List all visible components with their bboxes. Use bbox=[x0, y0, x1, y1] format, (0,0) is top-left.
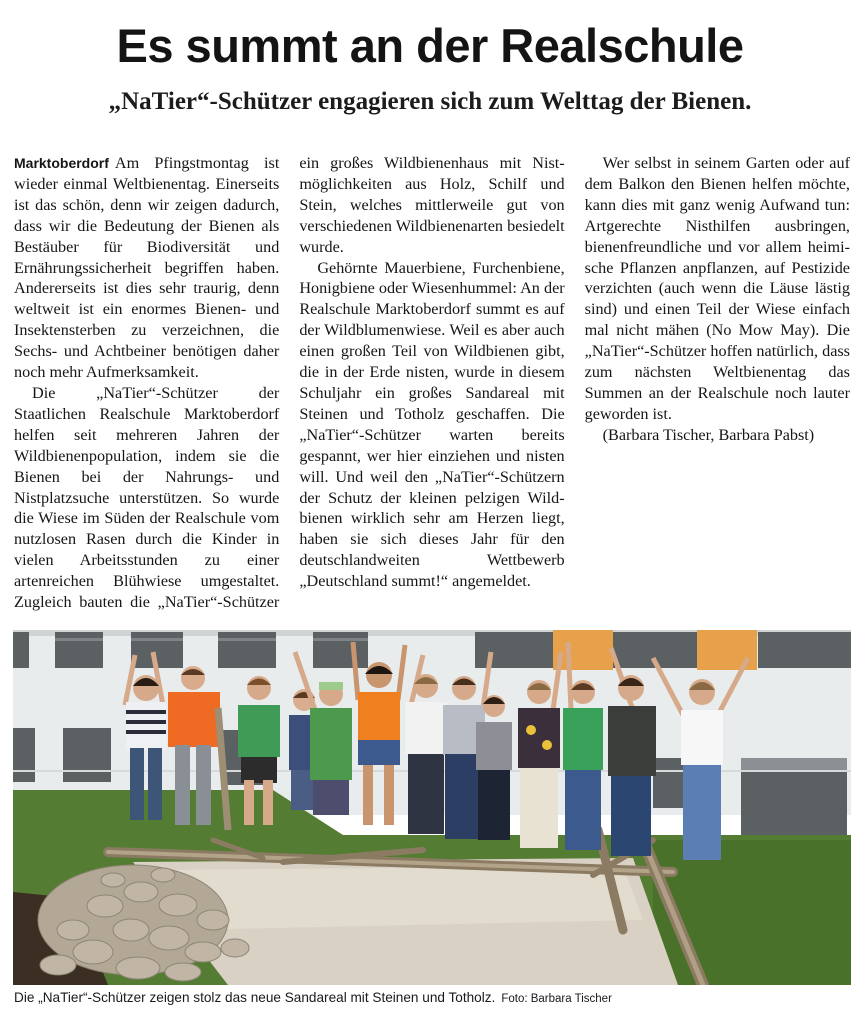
photo-caption bbox=[14, 990, 850, 1005]
author-line: (Barbara Tischer, Barbara Pabst) bbox=[602, 425, 815, 444]
article-paragraph: Gehörnte Mauerbiene, Furchenbiene, Honigbiene oder Wiesenhummel: An der Realschule Marktoberdorf summt es auf der Wildblumenwiese. Weil es aber auch einen großen Teil von Wildbienen gibt, die in der Erde nisten, wurde in diesem Schuljahr ein großes Sandareal mit Steinen und Totholz geschaffen. Die „NaTier“-Schützer warten bereits gespannt, wer hier einziehen und nisten will. Und weil den „NaTier“-Schützern der Schutz der kleinen pelzigen Wildbienen wirklich sehr am Herzen liegt, haben sie sich dieses Jahr für den deutschlandweiten Wettbewerb „Deutschland summt!“ angemeldet. bbox=[299, 258, 565, 591]
subheadline: „NaTier“-Schützer engagieren sich zum Welttag der Bienen. bbox=[108, 88, 752, 115]
article-paragraph: Marktoberdorf Am Pfingstmontag ist wieder einmal Weltbienentag. Einerseits ist das schön, denn wir zeigen dadurch, dass wir die Bedeutung der Bienen als Bestäuber für Biodiversität und Ernährungssicherheit begriffen haben. Andererseits ist dies sehr traurig, denn weltweit ist ein enormes Bienen- und Insektensterben zu verzeichnen, die Sechs- und Achtbeiner benötigen daher noch mehr Aufmerksamkeit. bbox=[14, 154, 280, 382]
article-body bbox=[14, 153, 850, 613]
caption-text: Die „NaTier“-Schützer zeigen stolz das neue Sandareal mit Steinen und Totholz. bbox=[14, 990, 496, 1005]
article-photo bbox=[13, 630, 851, 985]
photo-credit: Foto: Barbara Tischer bbox=[501, 993, 612, 1005]
dateline: Marktoberdorf bbox=[14, 155, 109, 171]
article-paragraph: Die „NaTier“-Schützer der Staatlichen Realschule Marktoberdorf helfen seit mehreren Jahren der Wildbienenpopulation, indem sie die Bienen bei der Nahrungs- und Nistplatzsuche unterstützen. So wurde die Wiese im Süden der Realschule vom nutzlosen Rasen durch die Kinder in vielen Arbeitsstunden zu einer artenreichen Blühwiese umgestaltet. Zugleich bauten die „NaTier“-Schützer ein großes Wildbienenhaus mit Nistmöglichkeiten aus Holz, Schilf und Stein, welches mittlerweile gut von verschiedenen Wildbienenarten besiedelt wurde. bbox=[14, 154, 565, 612]
photo-illustration bbox=[13, 630, 851, 985]
headline: Es summt an der Realschule bbox=[116, 19, 744, 72]
orange-facade-panel bbox=[553, 630, 613, 670]
article-paragraph: Wer selbst in seinem Garten oder auf dem Balkon den Bienen helfen möchte, kann dies mit ganz wenig Aufwand tun: Artgerechte Nisthilfen ausbringen, bienenfreundliche und vor allem heimische Pflanzen anpflanzen, auf Pestizide verzichten (auch wenn die Läuse lästig sind) und einen Teil der Wiese einfach mal nicht mähen (No Mow May). Die „NaTier“-Schützer hoffen natürlich, dass zum nächsten Weltbienentag das Summen an der Realschule noch lauter geworden ist. bbox=[584, 154, 850, 423]
